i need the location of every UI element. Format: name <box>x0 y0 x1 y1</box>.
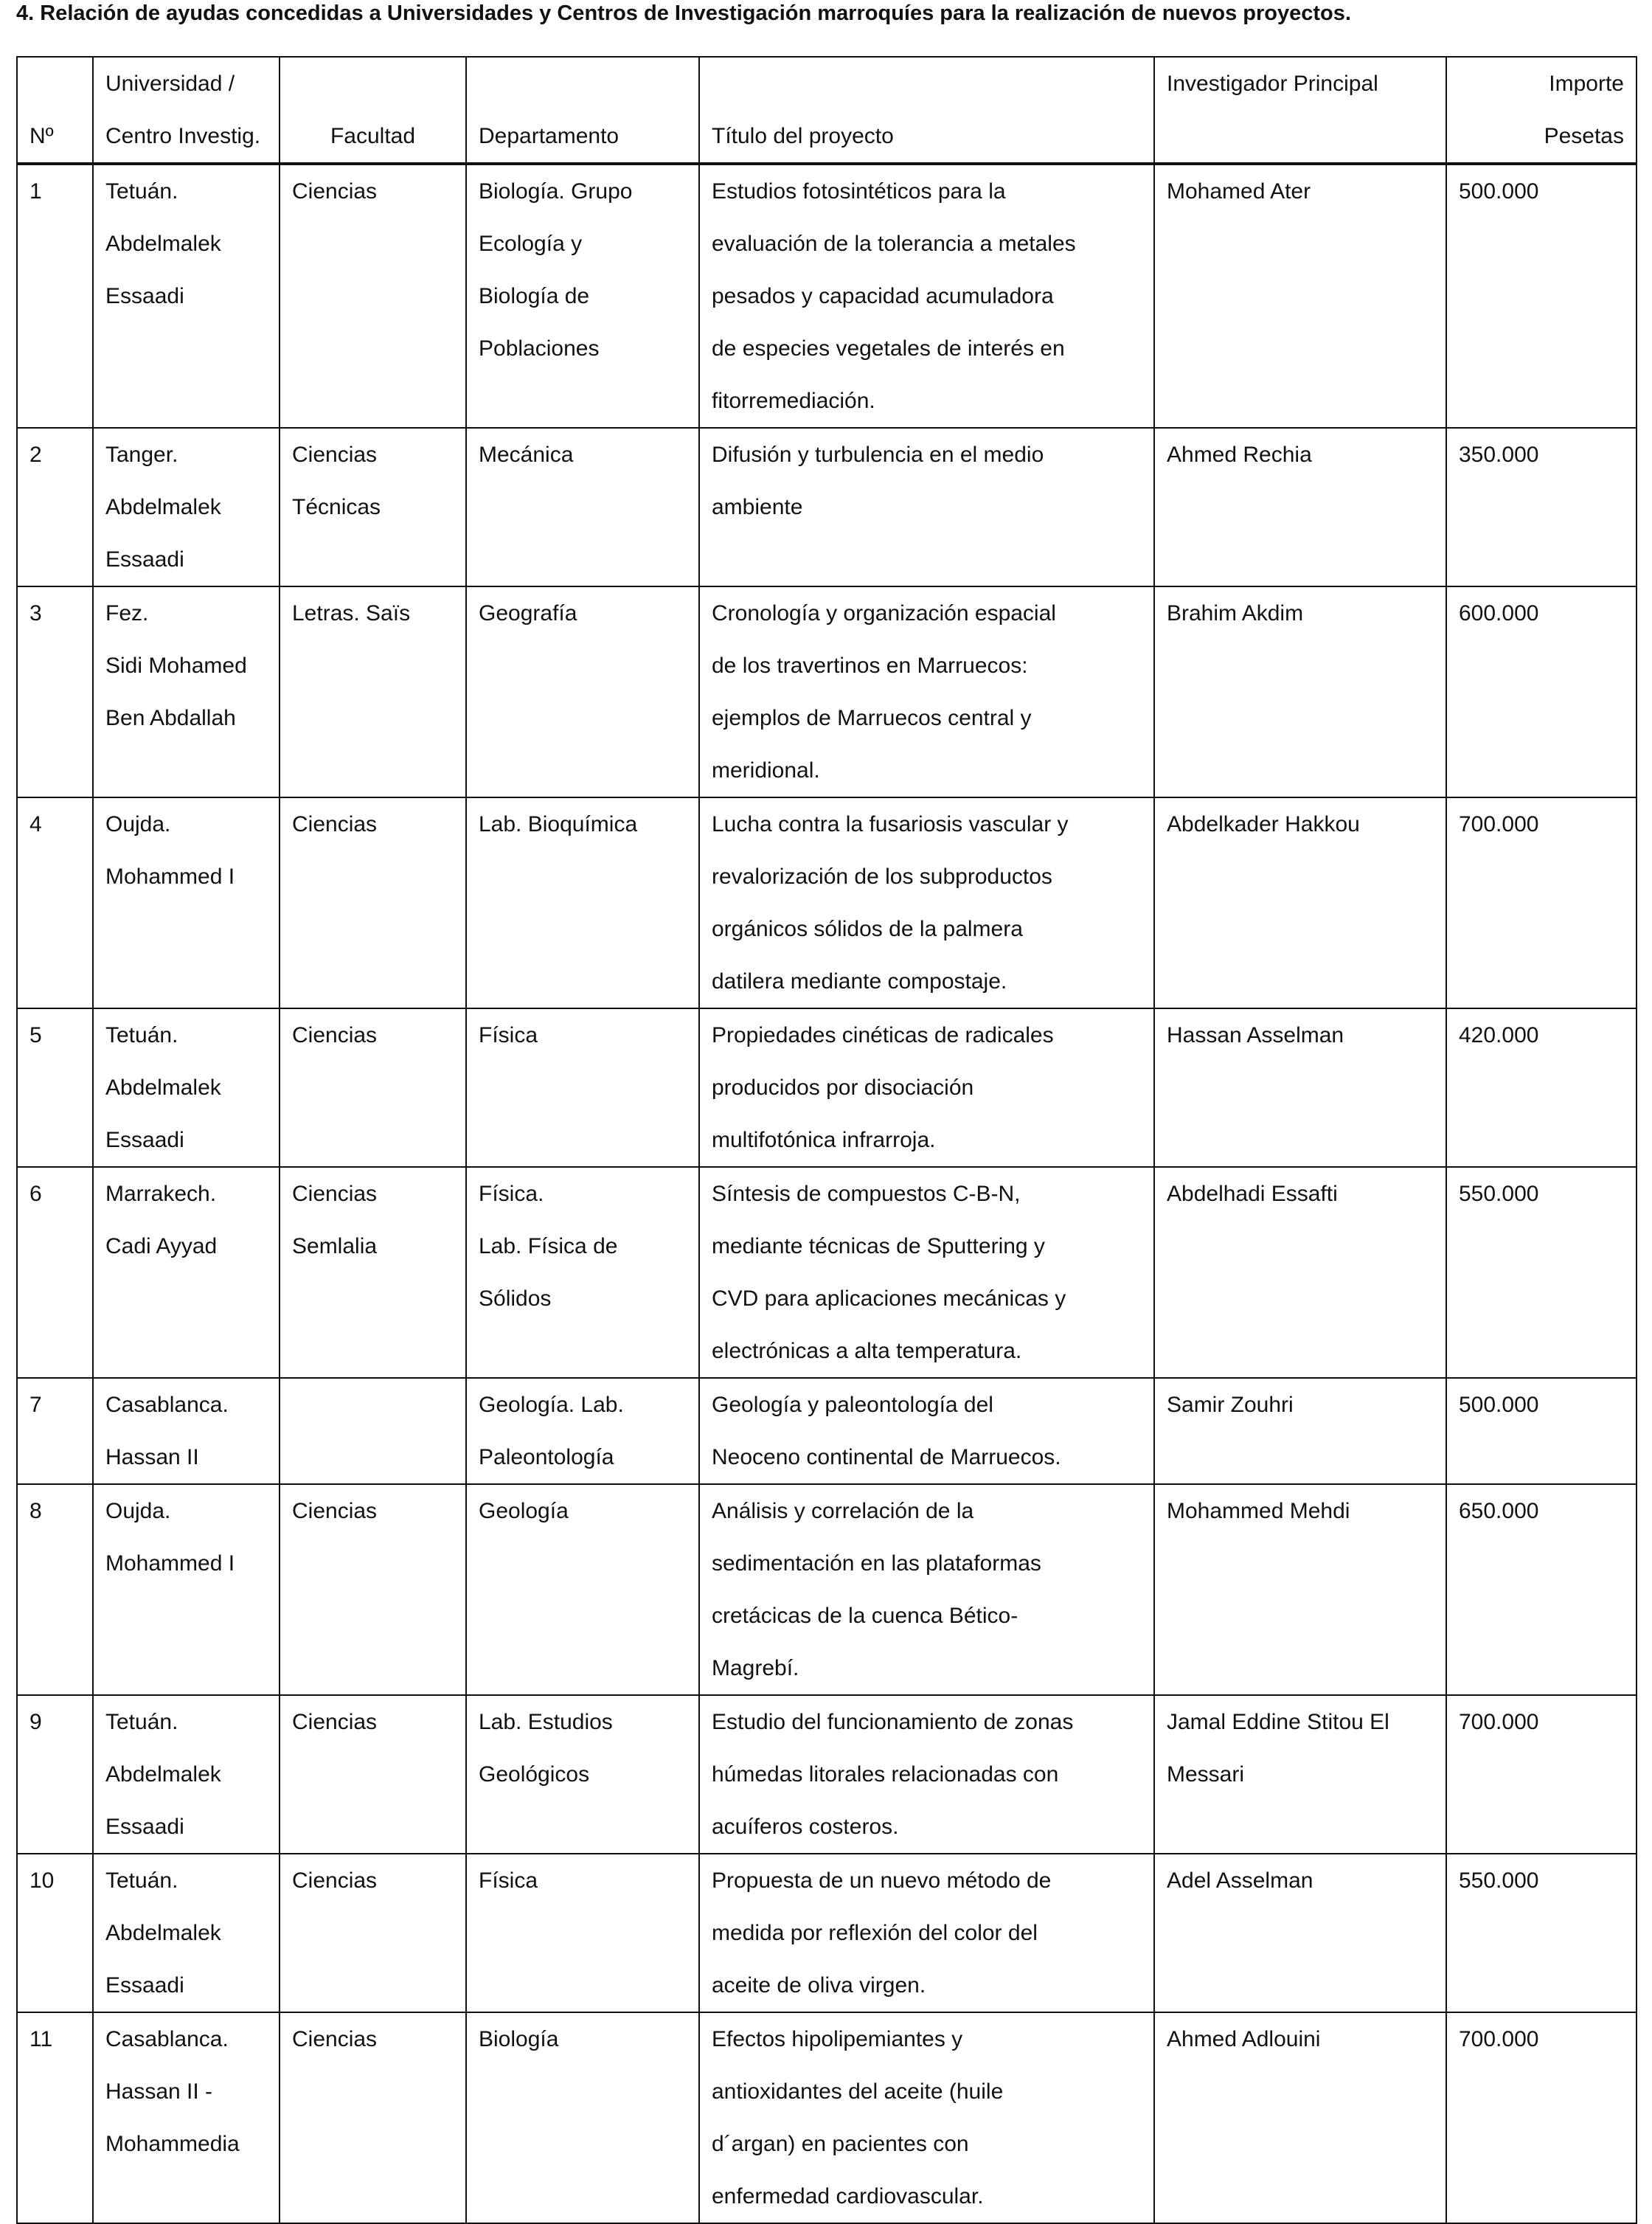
cell-department-line: Geológicos <box>479 1762 590 1787</box>
table-row <box>17 586 1637 797</box>
cell-faculty <box>280 1854 466 2012</box>
cell-amount: 500.000 <box>1446 1378 1637 1484</box>
table-row <box>17 1854 1637 2012</box>
cell-project-title-line: ambiente <box>712 495 803 519</box>
cell-university-line: Tetuán. <box>105 1868 178 1893</box>
cell-university <box>93 1484 280 1695</box>
cell-university-line: Tetuán. <box>105 1023 178 1047</box>
cell-department-line: Biología <box>479 2027 559 2051</box>
cell-university-line: Mohammedia <box>105 2132 240 2156</box>
cell-project-title-line: Análisis y correlación de la <box>712 1499 974 1523</box>
cell-project-title <box>699 1854 1154 2012</box>
cell-no: 7 <box>17 1378 93 1484</box>
header-university <box>93 57 280 164</box>
cell-project-title-line: CVD para aplicaciones mecánicas y <box>712 1286 1066 1311</box>
cell-university-line: Casablanca. <box>105 1393 229 1417</box>
cell-university-line: Abdelmalek <box>105 1921 221 1945</box>
cell-department-line: Sólidos <box>479 1286 552 1311</box>
cell-project-title-line: d´argan) en pacientes con <box>712 2132 969 2156</box>
cell-amount: 550.000 <box>1446 1167 1637 1378</box>
header-faculty: Facultad <box>280 57 466 164</box>
cell-investigator-line: Hassan Asselman <box>1167 1023 1344 1047</box>
cell-investigator <box>1154 2012 1446 2223</box>
cell-department <box>466 1378 699 1484</box>
cell-department <box>466 1484 699 1695</box>
cell-university-line: Oujda. <box>105 1499 171 1523</box>
cell-department <box>466 164 699 428</box>
cell-university-line: Oujda. <box>105 812 171 836</box>
cell-faculty-line: Ciencias <box>292 1499 378 1523</box>
cell-investigator-line: Messari <box>1167 1762 1245 1787</box>
cell-investigator-line: Ahmed Rechia <box>1167 443 1312 467</box>
cell-university-line: Essaadi <box>105 547 184 572</box>
cell-investigator-line: Ahmed Adlouini <box>1167 2027 1321 2051</box>
cell-faculty <box>280 1378 466 1484</box>
cell-university <box>93 1378 280 1484</box>
cell-investigator-line: Adel Asselman <box>1167 1868 1313 1893</box>
cell-investigator-line: Brahim Akdim <box>1167 601 1304 626</box>
cell-project-title-line: orgánicos sólidos de la palmera <box>712 917 1023 941</box>
cell-amount: 700.000 <box>1446 1695 1637 1854</box>
cell-investigator <box>1154 1167 1446 1378</box>
cell-university-line: Ben Abdallah <box>105 706 236 730</box>
cell-faculty-line: Técnicas <box>292 495 381 519</box>
header-university-line1: Universidad / <box>105 72 235 96</box>
cell-university-line: Tetuán. <box>105 1710 178 1734</box>
table-row <box>17 797 1637 1008</box>
cell-university-line: Cadi Ayyad <box>105 1234 218 1258</box>
cell-project-title <box>699 164 1154 428</box>
cell-university <box>93 2012 280 2223</box>
cell-department-line: Ecología y <box>479 232 583 256</box>
header-university-line2: Centro Investig. <box>105 124 261 148</box>
cell-no: 3 <box>17 586 93 797</box>
cell-university-line: Tanger. <box>105 443 178 467</box>
cell-faculty-line: Ciencias <box>292 1868 378 1893</box>
table-row <box>17 1484 1637 1695</box>
cell-faculty-line: Ciencias <box>292 812 378 836</box>
cell-university-line: Mohammed I <box>105 1551 235 1576</box>
cell-investigator <box>1154 428 1446 586</box>
cell-project-title-line: multifotónica infrarroja. <box>712 1128 936 1152</box>
cell-department-line: Lab. Estudios <box>479 1710 613 1734</box>
table-header-row <box>17 57 1637 164</box>
cell-project-title-line: ejemplos de Marruecos central y <box>712 706 1032 730</box>
table-body <box>17 164 1637 2223</box>
cell-department-line: Paleontología <box>479 1445 614 1469</box>
cell-faculty <box>280 164 466 428</box>
cell-department-line: Geología. Lab. <box>479 1393 624 1417</box>
header-investigator: Investigador Principal <box>1154 57 1446 164</box>
cell-department <box>466 1167 699 1378</box>
cell-faculty <box>280 797 466 1008</box>
cell-university-line: Mohammed I <box>105 865 235 889</box>
cell-project-title-line: fitorremediación. <box>712 389 875 413</box>
cell-no: 5 <box>17 1008 93 1167</box>
cell-investigator <box>1154 1484 1446 1695</box>
page-title: 4. Relación de ayudas concedidas a Universidades y Centros de Investigación marroquíes para la realización de nuevos proyectos. <box>16 1 1351 25</box>
cell-university-line: Sidi Mohamed <box>105 654 247 678</box>
cell-project-title-line: Efectos hipolipemiantes y <box>712 2027 963 2051</box>
cell-project-title-line: Síntesis de compuestos C-B-N, <box>712 1182 1021 1206</box>
cell-project-title-line: datilera mediante compostaje. <box>712 969 1007 994</box>
cell-no: 11 <box>17 2012 93 2223</box>
cell-project-title-line: de especies vegetales de interés en <box>712 336 1065 361</box>
cell-faculty-line: Ciencias <box>292 2027 378 2051</box>
cell-investigator <box>1154 797 1446 1008</box>
cell-faculty-line: Ciencias <box>292 1023 378 1047</box>
cell-investigator <box>1154 164 1446 428</box>
cell-university-line: Abdelmalek <box>105 1075 221 1100</box>
cell-university-line: Hassan II - <box>105 2079 213 2104</box>
cell-amount: 420.000 <box>1446 1008 1637 1167</box>
cell-project-title-line: Estudio del funcionamiento de zonas <box>712 1710 1074 1734</box>
cell-project-title <box>699 1484 1154 1695</box>
cell-project-title-line: electrónicas a alta temperatura. <box>712 1339 1022 1363</box>
cell-project-title-line: antioxidantes del aceite (huile <box>712 2079 1004 2104</box>
cell-faculty <box>280 428 466 586</box>
cell-department <box>466 1854 699 2012</box>
cell-investigator-line: Abdelhadi Essafti <box>1167 1182 1338 1206</box>
cell-university-line: Essaadi <box>105 1128 184 1152</box>
cell-faculty-line: Ciencias <box>292 1182 378 1206</box>
cell-project-title-line: húmedas litorales relacionadas con <box>712 1762 1059 1787</box>
cell-faculty <box>280 2012 466 2223</box>
cell-no: 6 <box>17 1167 93 1378</box>
cell-project-title-line: aceite de oliva virgen. <box>712 1973 926 1998</box>
cell-department <box>466 797 699 1008</box>
header-department: Departamento <box>466 57 699 164</box>
cell-department <box>466 428 699 586</box>
cell-project-title-line: revalorización de los subproductos <box>712 865 1052 889</box>
cell-project-title-line: Magrebí. <box>712 1656 799 1680</box>
table-row <box>17 164 1637 428</box>
cell-project-title-line: producidos por disociación <box>712 1075 974 1100</box>
cell-amount: 500.000 <box>1446 164 1637 428</box>
cell-faculty-line: Ciencias <box>292 443 378 467</box>
table-row <box>17 428 1637 586</box>
cell-project-title-line: Geología y paleontología del <box>712 1393 993 1417</box>
cell-project-title-line: mediante técnicas de Sputtering y <box>712 1234 1045 1258</box>
cell-department-line: Física. <box>479 1182 544 1206</box>
cell-project-title-line: pesados y capacidad acumuladora <box>712 284 1054 308</box>
cell-university-line: Hassan II <box>105 1445 199 1469</box>
cell-university <box>93 1854 280 2012</box>
cell-university-line: Tetuán. <box>105 179 178 204</box>
cell-faculty-line: Ciencias <box>292 1710 378 1734</box>
cell-project-title <box>699 1695 1154 1854</box>
cell-faculty-line: Semlalia <box>292 1234 378 1258</box>
cell-department-line: Física <box>479 1868 538 1893</box>
cell-investigator-line: Samir Zouhri <box>1167 1393 1294 1417</box>
cell-amount: 350.000 <box>1446 428 1637 586</box>
cell-no: 10 <box>17 1854 93 2012</box>
cell-department <box>466 586 699 797</box>
cell-department-line: Lab. Física de <box>479 1234 618 1258</box>
cell-university-line: Essaadi <box>105 1815 184 1839</box>
cell-department <box>466 1008 699 1167</box>
cell-investigator-line: Mohamed Ater <box>1167 179 1311 204</box>
cell-project-title-line: meridional. <box>712 758 820 783</box>
cell-department-line: Física <box>479 1023 538 1047</box>
cell-university-line: Casablanca. <box>105 2027 229 2051</box>
table-row <box>17 1695 1637 1854</box>
cell-university-line: Abdelmalek <box>105 495 221 519</box>
cell-department <box>466 1695 699 1854</box>
cell-faculty <box>280 1167 466 1378</box>
cell-project-title-line: Estudios fotosintéticos para la <box>712 179 1006 204</box>
table-row <box>17 1167 1637 1378</box>
cell-project-title-line: acuíferos costeros. <box>712 1815 899 1839</box>
cell-project-title-line: de los travertinos en Marruecos: <box>712 654 1028 678</box>
cell-project-title-line: Propiedades cinéticas de radicales <box>712 1023 1054 1047</box>
cell-project-title-line: enfermedad cardiovascular. <box>712 2184 984 2209</box>
cell-project-title-line: cretácicas de la cuenca Bético- <box>712 1604 1018 1628</box>
cell-investigator-line: Abdelkader Hakkou <box>1167 812 1360 836</box>
cell-amount: 550.000 <box>1446 1854 1637 2012</box>
cell-project-title <box>699 428 1154 586</box>
cell-project-title-line: Neoceno continental de Marruecos. <box>712 1445 1061 1469</box>
cell-faculty <box>280 1695 466 1854</box>
cell-project-title <box>699 1378 1154 1484</box>
cell-investigator <box>1154 1854 1446 2012</box>
cell-department-line: Biología. Grupo <box>479 179 633 204</box>
cell-university-line: Essaadi <box>105 1973 184 1998</box>
cell-university <box>93 164 280 428</box>
cell-university <box>93 428 280 586</box>
cell-no: 9 <box>17 1695 93 1854</box>
cell-investigator-line: Mohammed Mehdi <box>1167 1499 1350 1523</box>
cell-amount: 600.000 <box>1446 586 1637 797</box>
cell-faculty <box>280 1008 466 1167</box>
cell-project-title <box>699 1008 1154 1167</box>
cell-amount: 700.000 <box>1446 2012 1637 2223</box>
header-amount-line1: Importe <box>1549 72 1624 96</box>
cell-no: 2 <box>17 428 93 586</box>
cell-project-title-line: Difusión y turbulencia en el medio <box>712 443 1044 467</box>
cell-project-title <box>699 586 1154 797</box>
cell-project-title-line: medida por reflexión del color del <box>712 1921 1038 1945</box>
cell-faculty-line: Ciencias <box>292 179 378 204</box>
cell-department-line: Biología de <box>479 284 590 308</box>
cell-university <box>93 1008 280 1167</box>
cell-project-title-line: sedimentación en las plataformas <box>712 1551 1041 1576</box>
table-row <box>17 1008 1637 1167</box>
cell-investigator <box>1154 1008 1446 1167</box>
cell-investigator <box>1154 1695 1446 1854</box>
header-project-title: Título del proyecto <box>699 57 1154 164</box>
cell-department-line: Lab. Bioquímica <box>479 812 638 836</box>
table-row <box>17 1378 1637 1484</box>
cell-department-line: Geología <box>479 1499 569 1523</box>
cell-no: 4 <box>17 797 93 1008</box>
cell-department-line: Geografía <box>479 601 577 626</box>
cell-university-line: Abdelmalek <box>105 1762 221 1787</box>
cell-university <box>93 586 280 797</box>
cell-faculty-line: Letras. Saïs <box>292 601 411 626</box>
cell-amount: 700.000 <box>1446 797 1637 1008</box>
cell-faculty <box>280 586 466 797</box>
cell-university <box>93 1695 280 1854</box>
cell-project-title-line: Propuesta de un nuevo método de <box>712 1868 1052 1893</box>
cell-project-title <box>699 1167 1154 1378</box>
cell-department <box>466 2012 699 2223</box>
cell-university <box>93 1167 280 1378</box>
cell-university <box>93 797 280 1008</box>
cell-university-line: Essaadi <box>105 284 184 308</box>
cell-project-title <box>699 2012 1154 2223</box>
cell-department-line: Mecánica <box>479 443 574 467</box>
header-no: Nº <box>17 57 93 164</box>
cell-project-title-line: evaluación de la tolerancia a metales <box>712 232 1076 256</box>
cell-university-line: Fez. <box>105 601 149 626</box>
header-amount <box>1446 57 1637 164</box>
cell-investigator-line: Jamal Eddine Stitou El <box>1167 1710 1389 1734</box>
cell-project-title-line: Cronología y organización espacial <box>712 601 1056 626</box>
cell-investigator <box>1154 1378 1446 1484</box>
cell-university-line: Marrakech. <box>105 1182 217 1206</box>
cell-department-line: Poblaciones <box>479 336 600 361</box>
cell-project-title <box>699 797 1154 1008</box>
cell-project-title-line: Lucha contra la fusariosis vascular y <box>712 812 1069 836</box>
header-amount-line2: Pesetas <box>1544 124 1624 148</box>
cell-university-line: Abdelmalek <box>105 232 221 256</box>
cell-no: 1 <box>17 164 93 428</box>
cell-no: 8 <box>17 1484 93 1695</box>
cell-investigator <box>1154 586 1446 797</box>
cell-faculty <box>280 1484 466 1695</box>
grants-table <box>16 56 1637 2224</box>
cell-amount: 650.000 <box>1446 1484 1637 1695</box>
table-row <box>17 2012 1637 2223</box>
